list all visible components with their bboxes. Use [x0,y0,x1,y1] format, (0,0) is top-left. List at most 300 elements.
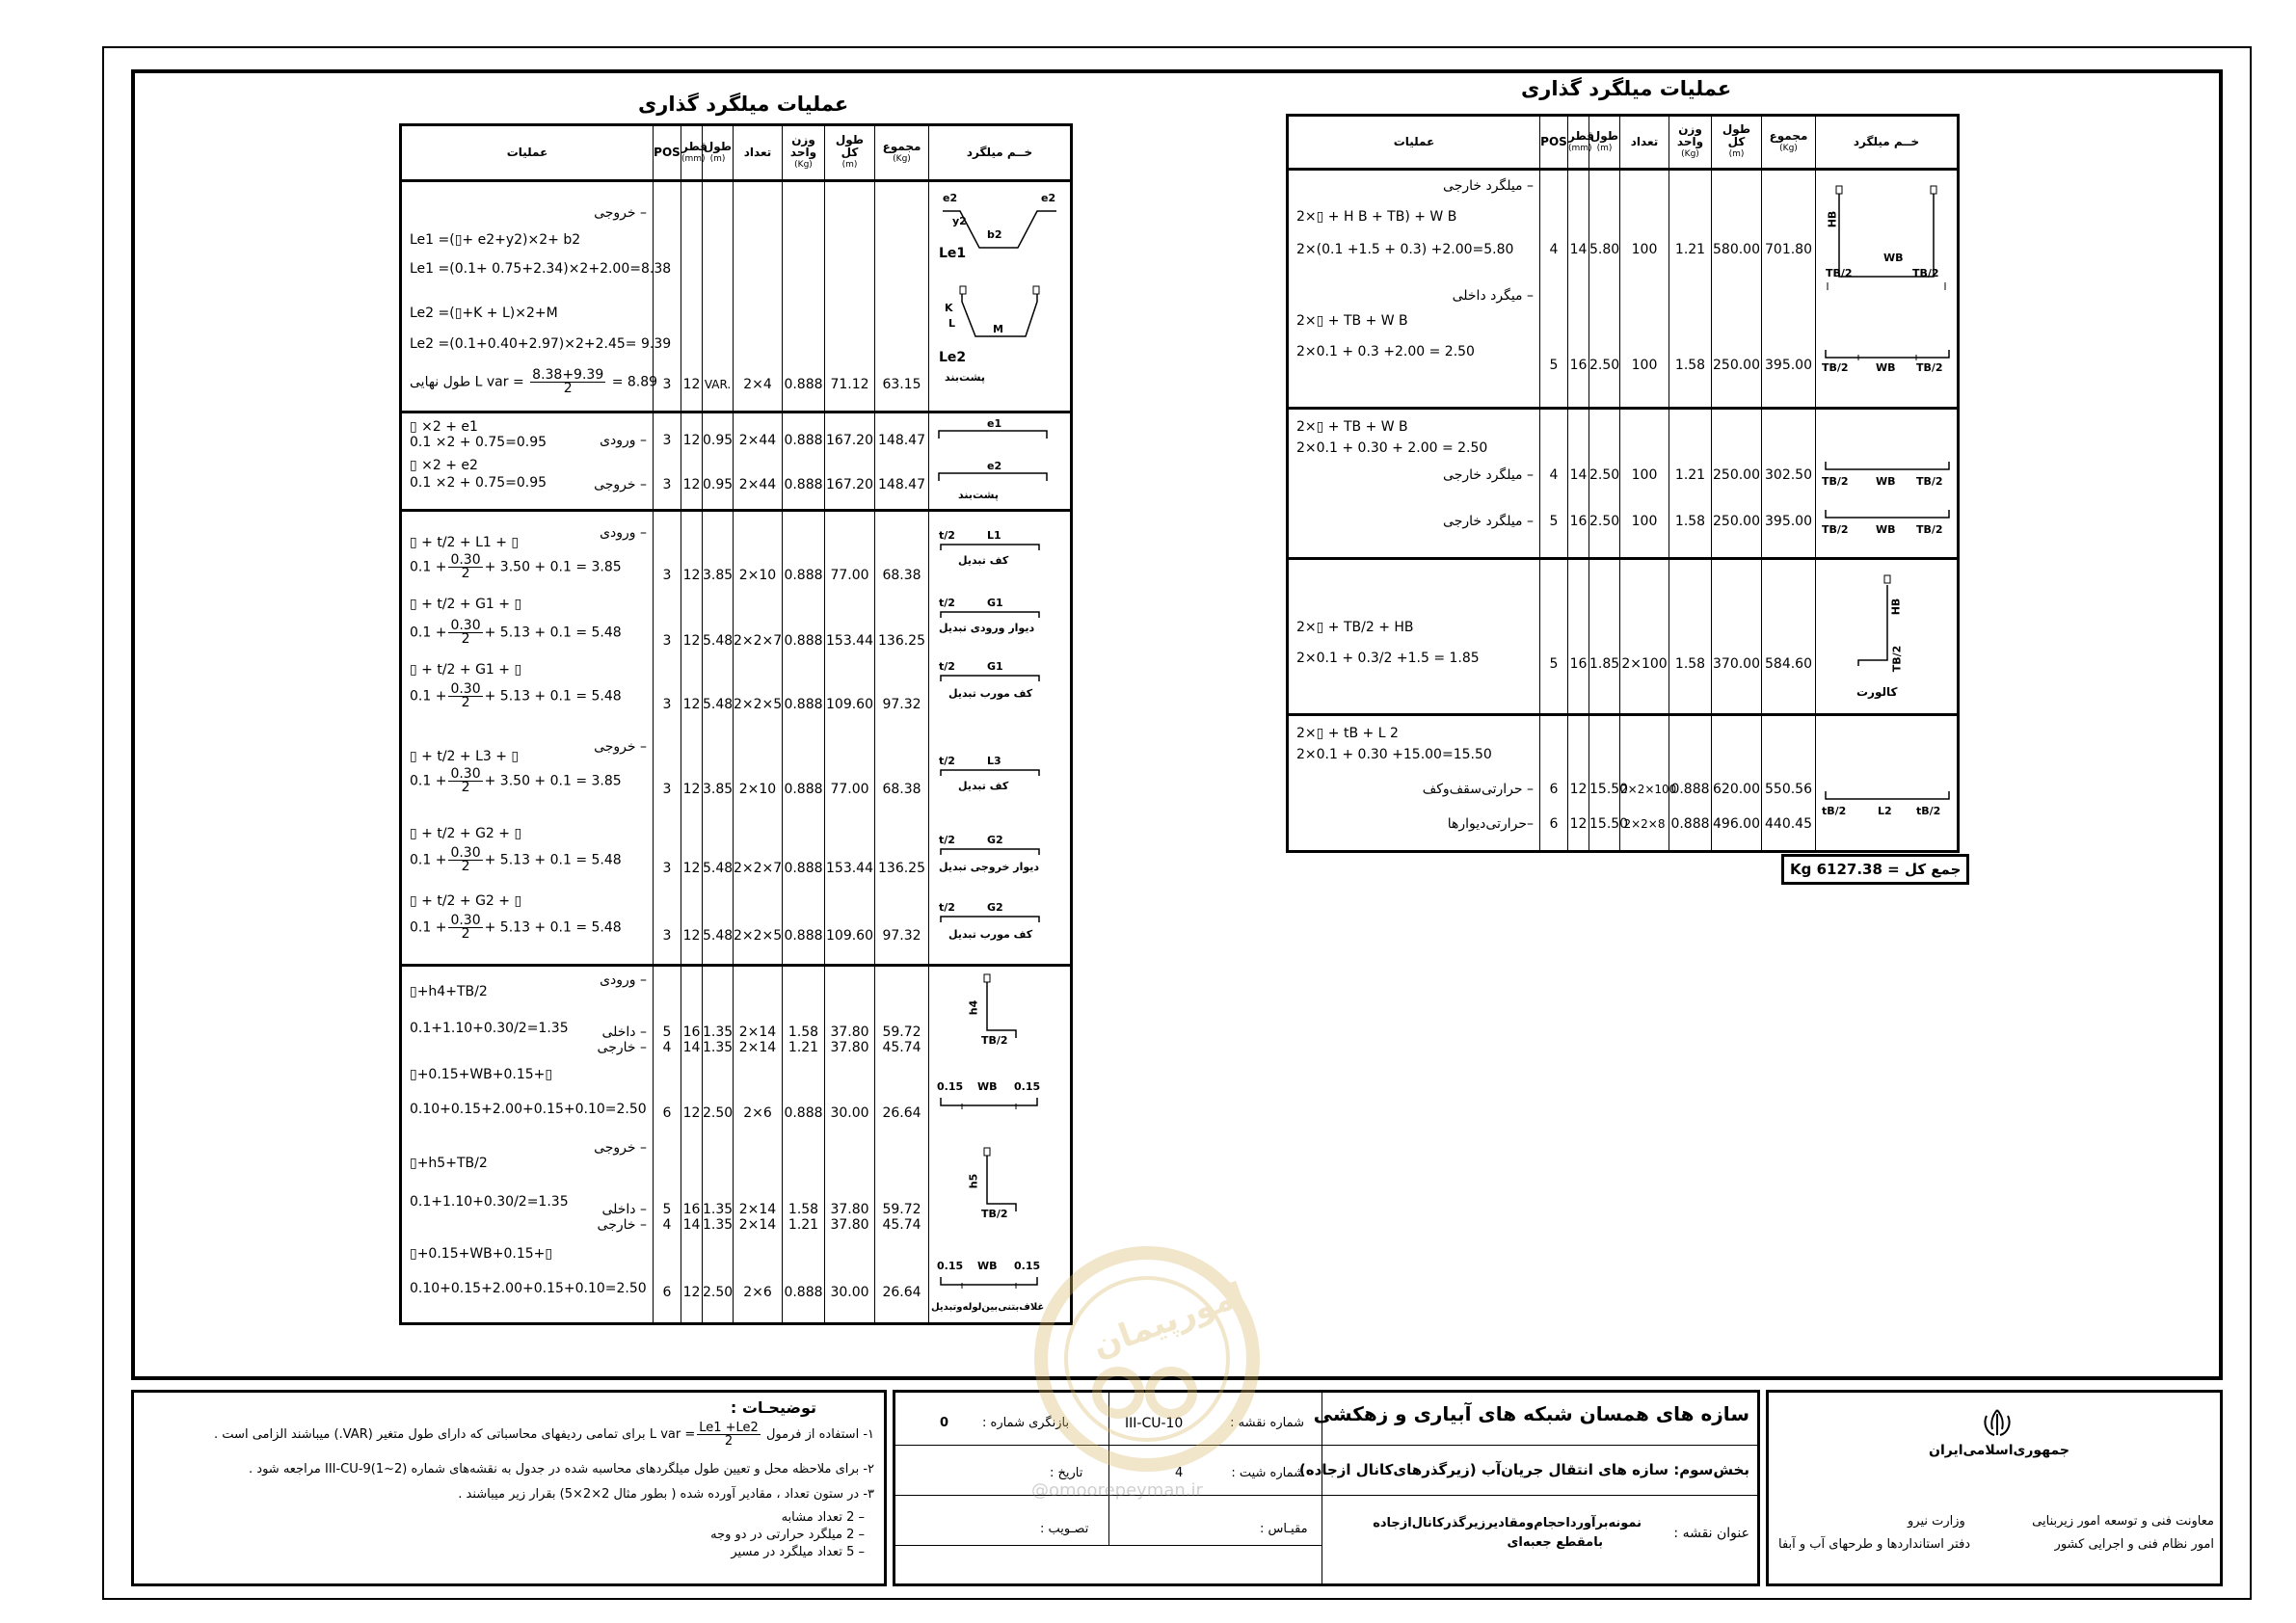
total-length-value: 109.60 [826,928,873,944]
shape-label: TB/2 [1822,361,1849,374]
shape-label: 0.15 [1014,1080,1041,1093]
sum-value: 63.15 [882,377,921,392]
count-value: 2×2×8 [1623,817,1666,831]
sum-value: 302.50 [1765,467,1812,483]
formula: 2×▯ + H B + TB) + W B [1296,209,1457,225]
formula: ▯ ×2 + e1 [410,419,478,435]
shape-label: WB [977,1260,998,1272]
formula: ▯ + t/2 + L3 + ▯ [410,749,520,764]
deputy-name: معاونت فنی و توسعه امور زیربنایی [2032,1514,2214,1529]
table-row [1288,170,1959,409]
formula [410,369,657,395]
shape-label: t/2 [939,597,955,609]
table-row [1288,409,1959,559]
pos-value: 5 [1549,358,1559,373]
len-value: 15.50 [1589,816,1629,832]
shape-label: TB/2 [1890,645,1904,673]
shape-label: tB/2 [1916,805,1941,817]
shape-caption: کف مورب تبدیل [948,928,1033,941]
col-dia: قطر (mm) [1568,116,1589,170]
table-row [401,181,1072,412]
note-3: ۳- در ستون تعداد ، مقادیر آورده شده ( بطور مثال 2×2×5) بقرار زیر میباشند . [458,1487,874,1502]
revision-label: بازنگری شماره : [982,1416,1070,1430]
shape-label: WB [1876,475,1896,488]
shape-caption: دیوار ورودی تبدیل [939,622,1035,634]
col-pos: POS [1540,116,1568,170]
map-title-line-1: نمونه‌برآورداحجام‌ومقادیرزیرگذرکانال‌ازجاده [1373,1516,1642,1530]
left-table-title: عملیات میلگرد گذاری [638,93,849,116]
rebar-shape-straight [933,608,1068,622]
note-4: – 2 تعداد مشابه [781,1510,865,1525]
formula: ▯ + t/2 + L1 + ▯ [410,535,520,550]
bureau-name: امور نظام فنی و اجرایی کشور [2054,1537,2214,1552]
unit-weight-value: 0.888 [784,697,823,712]
unit-weight-value: 0.888 [1670,782,1710,797]
count-value: 2×44 [738,477,777,492]
shape-label: WB [977,1080,998,1093]
unit-weight-value: 1.58 [1674,514,1706,529]
sum-value: 45.74 [882,1040,921,1055]
unit-weight-value: 0.888 [784,477,823,492]
shape-label: 0.15 [1014,1260,1041,1272]
pos-value: 3 [662,477,672,492]
len-value: 0.95 [703,477,734,492]
rebar-shape-straight [1820,506,1955,525]
unit-weight-value: 1.58 [1674,656,1706,672]
op-line: – خارجی [597,1217,647,1233]
col-sum: مجموع (Kg) [875,125,929,181]
shape-label: e2 [987,460,1002,472]
table-row [1288,559,1959,715]
total-length-value: 250.00 [1713,358,1760,373]
dia-value: 12 [682,861,701,876]
pos-value: 4 [1549,467,1559,483]
op-line: – ورودی [600,972,647,988]
col-total-length: طول کل (m) [825,125,875,181]
formula-part: L var = [474,374,524,390]
count-value: 2×2×7 [734,633,783,649]
office-name: دفتر استانداردها و طرحهای آب و آبفا [1778,1537,1971,1552]
op-line: – ورودی [600,433,647,448]
grand-total [1781,854,1969,885]
formula: 0.1 + $\frac{0.30}{2}$ + 5.13 + 0.1 = 5.48 [410,845,622,874]
shape-caption: کف مورب تبدیل [948,687,1033,700]
dia-value: 14 [682,1217,701,1233]
dia-value: 12 [1569,816,1588,832]
unit-weight-value: 0.888 [784,1105,823,1121]
title-block [893,1390,1760,1586]
total-length-value: 77.00 [830,568,869,583]
shape-label: h5 [967,1173,980,1189]
notes-title: توضیحـات : [730,1398,816,1417]
count-value: 2×44 [738,433,777,448]
right-table-header [1288,116,1959,170]
len-value: 1.35 [703,1202,734,1217]
right-rebar-table [1286,114,1960,853]
shape-label: TB/2 [1912,267,1939,279]
formula: ▯+h4+TB/2 [410,984,488,999]
total-length-value: 37.80 [830,1202,869,1217]
formula: 0.1 + $\frac{0.30}{2}$ + 5.13 + 0.1 = 5.48 [410,618,622,647]
shape-caption: دیوار خروجی تبدیل [939,861,1040,873]
total-length-value: 109.60 [826,697,873,712]
op-line: – میگرد داخلی [1452,288,1534,304]
table-row [401,412,1072,511]
left-rebar-table [399,123,1073,1325]
len-value: 5.48 [703,861,734,876]
shape-label: e2 [943,192,958,204]
unit-weight-value: 0.888 [1670,816,1710,832]
col-count: تعداد [734,125,783,181]
len-value: VAR. [704,378,732,391]
shape-label: TB/2 [1822,523,1849,536]
formula: ▯ ×2 + e2 [410,458,478,473]
pos-value: 6 [1549,816,1559,832]
len-value: 5.48 [703,697,734,712]
len-value: 1.35 [703,1040,734,1055]
total-length-value: 580.00 [1713,242,1760,257]
shape-label: L3 [987,755,1001,767]
denominator: 2 [563,381,573,396]
dia-value: 16 [1569,514,1588,529]
total-length-value: 167.20 [826,477,873,492]
count-value: 2×14 [738,1040,777,1055]
pos-value: 6 [1549,782,1559,797]
note-1 [214,1422,874,1448]
count-value: 2×2×100 [1620,783,1677,796]
unit-weight-value: 0.888 [784,633,823,649]
shape-label: G1 [987,660,1003,673]
sum-value: 97.32 [882,928,921,944]
len-value: 5.80 [1589,242,1620,257]
col-sum: مجموع (Kg) [1762,116,1816,170]
formula: 0.1 + $\frac{0.30}{2}$ + 3.50 + 0.1 = 3.85 [410,766,622,795]
len-value: 0.95 [703,433,734,448]
shape-label: t/2 [939,660,955,673]
pos-value: 4 [1549,242,1559,257]
op-line: – حرارتی‌سقف‌وکف [1422,782,1534,797]
unit-weight-value: 0.888 [784,861,823,876]
op-line: – خروجی [594,1140,647,1156]
count-value: 2×14 [738,1202,777,1217]
shape-label: y2 [952,215,967,227]
total-length-value: 37.80 [830,1040,869,1055]
pos-value: 5 [662,1202,672,1217]
pos-value: 4 [662,1217,672,1233]
pos-value: 5 [1549,514,1559,529]
formula-part: = 8.89 [611,374,658,390]
op-line: – ورودی [600,525,647,541]
grand-total-label: جمع کل = [1887,861,1962,878]
unit-weight-value: 1.58 [788,1024,819,1040]
note-5: – 2 میلگرد حرارتی در دو وجه [710,1528,865,1542]
shape-label: tB/2 [1822,805,1847,817]
shape-label: WB [1876,361,1896,374]
formula: ▯ + t/2 + G1 + ▯ [410,597,522,612]
count-value: 2×14 [738,1217,777,1233]
rebar-shape-straight [933,766,1068,780]
op-line: –حرارتی‌دیوارها [1447,816,1534,832]
total-length-value: 37.80 [830,1217,869,1233]
total-length-value: 153.44 [826,633,873,649]
len-value: 3.85 [703,782,734,797]
formula: Le1 =(0.1+ 0.75+2.34)×2+2.00=8.38 [410,261,672,277]
len-value: 2.50 [703,1285,734,1300]
total-length-value: 30.00 [830,1105,869,1121]
unit-weight-value: 1.58 [788,1202,819,1217]
formula: 2×0.1 + 0.3/2 +1.5 = 1.85 [1296,651,1480,666]
count-value: 2×2×5 [734,928,783,944]
rebar-shape-straight [1820,787,1955,807]
total-length-value: 30.00 [830,1285,869,1300]
count-value: 100 [1631,358,1658,373]
table-row [401,966,1072,1324]
total-length-value: 496.00 [1713,816,1760,832]
col-shape: خــم میلگرد [1816,116,1959,170]
shape-label: L2 [1878,805,1892,817]
pos-value: 3 [662,433,672,448]
len-value: 3.85 [703,568,734,583]
len-value: 1.35 [703,1024,734,1040]
pos-value: 5 [1549,656,1559,672]
grand-total-value: 6127.38 Kg [1790,861,1882,878]
sum-value: 440.45 [1765,816,1812,832]
shape-label: HB [1889,598,1903,616]
count-value: 2×6 [743,1105,772,1121]
pos-value: 3 [662,782,672,797]
map-number-label: شماره نقشه : [1230,1416,1304,1430]
sum-value: 26.64 [882,1285,921,1300]
unit-weight-value: 0.888 [784,568,823,583]
len-value: 2.50 [1589,358,1620,373]
dia-value: 12 [682,1105,701,1121]
shape-caption: پشت‌بند [945,371,985,384]
rebar-shape-straight [933,913,1068,926]
shape-label: TB/2 [1916,475,1943,488]
col-len: طول (m) [703,125,734,181]
shape-label: HB [1826,210,1839,228]
op-line: – میلگرد خارجی [1443,514,1534,529]
shape-label: M [993,323,1003,335]
formula: 0.10+0.15+2.00+0.15+0.10=2.50 [410,1281,647,1296]
sum-value: 148.47 [878,433,925,448]
formula: ▯ + t/2 + G2 + ▯ [410,893,522,909]
formula: 0.1 ×2 + 0.75=0.95 [410,475,547,491]
shape-label: Le2 [939,350,967,365]
formula: ▯+0.15+WB+0.15+▯ [410,1246,553,1262]
formula: 2×▯ + TB + W B [1296,313,1408,329]
shape-label: t/2 [939,834,955,846]
shape-label: t/2 [939,529,955,542]
dia-value: 12 [682,568,701,583]
total-length-value: 620.00 [1713,782,1760,797]
pos-value: 3 [662,861,672,876]
op-line: – خارجی [597,1040,647,1055]
op-line: – خروجی [594,739,647,755]
sum-value: 584.60 [1765,656,1812,672]
dia-value: 14 [1569,242,1588,257]
scale-label: مقیـاس : [1260,1522,1308,1536]
note-text: برای تمامی ردیفهای محاسباتی که دارای طول متغیر (VAR.) میباشند الزامی است . [214,1427,646,1442]
count-value: 100 [1631,242,1658,257]
rebar-shape-straight [933,672,1068,685]
note-6: – 5 تعداد میلگرد در مسیر [731,1545,865,1559]
shape-label: h4 [967,999,980,1016]
shape-caption: کف تبدیل [958,554,1009,567]
shape-label: e1 [987,417,1002,430]
rebar-shape-l [1820,572,1955,678]
sum-value: 701.80 [1765,242,1812,257]
col-total-length: طول کل (m) [1712,116,1762,170]
count-value: 2×14 [738,1024,777,1040]
dia-value: 14 [1569,467,1588,483]
formula: ▯ + t/2 + G1 + ▯ [410,662,522,678]
sum-value: 59.72 [882,1024,921,1040]
unit-weight-value: 1.58 [1674,358,1706,373]
col-ops: عملیات [1288,116,1540,170]
note-2: ۲- برای ملاحظه محل و تعیین طول میلگردهای محاسبه شده در جدول به نقشه‌های شماره (2~1)III-CU-9 مراجعه شود . [249,1462,874,1477]
formula: ▯+h5+TB/2 [410,1156,488,1171]
len-value: 15.50 [1589,782,1629,797]
dia-value: 12 [682,633,701,649]
formula: Le1 =(▯+ e2+y2)×2+ b2 [410,232,581,248]
dia-value: 12 [682,477,701,492]
pos-value: 3 [662,377,672,392]
dia-value: 16 [1569,358,1588,373]
len-value: 2.50 [1589,467,1620,483]
fraction [530,369,605,395]
unit-weight-value: 0.888 [784,377,823,392]
col-pos: POS [654,125,681,181]
count-value: 2×4 [743,377,772,392]
shape-label: 0.15 [937,1260,964,1272]
sum-value: 136.25 [878,861,925,876]
pos-value: 6 [662,1285,672,1300]
formula: 0.10+0.15+2.00+0.15+0.10=2.50 [410,1102,647,1117]
count-value: 2×2×5 [734,697,783,712]
total-length-value: 370.00 [1713,656,1760,672]
country-name: جمهوری‌اسلامی‌ایران [1929,1443,2069,1458]
unit-weight-value: 1.21 [788,1040,819,1055]
count-value: 2×2×7 [734,861,783,876]
sum-value: 68.38 [882,782,921,797]
col-dia: قطر (mm) [681,125,703,181]
notes-block [131,1390,887,1586]
col-unit-weight: وزن واحد (Kg) [1669,116,1712,170]
dia-value: 14 [682,1040,701,1055]
section-title: بخش‌سوم: سازه های انتقال جریان‌آب (زیرگذرهای‌کانال ازجاده) [1298,1461,1749,1478]
len-value: 5.48 [703,633,734,649]
op-line: – داخلی [601,1202,647,1217]
formula: ▯ + t/2 + G2 + ▯ [410,826,522,841]
shape-label: WB [1883,252,1904,264]
shape-caption: کالورت [1856,685,1898,699]
sheet-number: 4 [1175,1466,1184,1480]
dia-value: 12 [682,1285,701,1300]
dia-value: 12 [682,433,701,448]
col-shape: خــم میلگرد [929,125,1072,181]
len-value: 1.35 [703,1217,734,1233]
formula: 0.1+1.10+0.30/2=1.35 [410,1021,569,1036]
dia-value: 12 [682,377,701,392]
shape-caption: پشت‌بند [958,489,999,501]
formula: 0.1 + $\frac{0.30}{2}$ + 5.13 + 0.1 = 5.48 [410,913,622,942]
rebar-shape-straight [1820,458,1955,477]
ministry-name: وزارت نیرو [1908,1514,1965,1529]
sum-value: 395.00 [1765,358,1812,373]
op-line: – خروجی [594,205,647,221]
pos-value: 4 [662,1040,672,1055]
unit-weight-value: 0.888 [784,1285,823,1300]
count-value: 2×10 [738,782,777,797]
numerator: 8.38+9.39 [532,367,604,383]
shape-label: WB [1876,523,1896,536]
date-label: تاریخ : [1050,1466,1083,1480]
col-unit-weight: وزن واحد (Kg) [783,125,825,181]
col-count: تعداد [1620,116,1669,170]
count-value: 2×6 [743,1285,772,1300]
watermark-site: @omoorepeyman.ir [1031,1480,1203,1501]
sheet-label: شماره شیت : [1231,1466,1304,1480]
rebar-shape-straight [933,541,1068,554]
rebar-shape-bent [933,282,1068,350]
total-length-value: 250.00 [1713,467,1760,483]
total-length-value: 37.80 [830,1024,869,1040]
note-text: ۱- استفاده از فرمول [765,1427,874,1442]
pos-value: 5 [662,1024,672,1040]
unit-weight-value: 0.888 [784,782,823,797]
shape-label: Le1 [939,246,967,261]
op-line: – میلگرد خارجی [1443,178,1534,194]
unit-weight-value: 1.21 [788,1217,819,1233]
shape-label: G2 [987,834,1003,846]
pos-value: 3 [662,568,672,583]
op-line: – میلگرد خارجی [1443,467,1534,483]
len-value: 1.85 [1589,656,1620,672]
col-len: طول (m) [1589,116,1620,170]
shape-label: TB/2 [1822,475,1849,488]
pos-value: 3 [662,633,672,649]
rebar-shape-straight [933,1273,1068,1296]
sum-value: 68.38 [882,568,921,583]
sum-value: 97.32 [882,697,921,712]
map-number: III-CU-10 [1125,1416,1184,1431]
formula: 2×▯ + tB + L 2 [1296,726,1399,741]
formula: 2×(0.1 +1.5 + 0.3) +2.00=5.80 [1296,242,1514,257]
shape-label: t/2 [939,901,955,914]
unit-weight-value: 1.21 [1674,242,1706,257]
pos-value: 3 [662,697,672,712]
map-title-label: عنوان نقشه : [1673,1526,1749,1541]
sum-value: 45.74 [882,1217,921,1233]
pos-value: 6 [662,1105,672,1121]
op-line: – خروجی [594,477,647,492]
sum-value: 395.00 [1765,514,1812,529]
dia-value: 16 [682,1024,701,1040]
total-length-value: 153.44 [826,861,873,876]
dia-value: 16 [1569,656,1588,672]
project-title: سازه های همسان شبکه های آبیاری و زهکشی [1313,1402,1749,1425]
formula: Le2 =(0.1+0.40+2.97)×2+2.45= 9.39 [410,336,672,352]
total-length-value: 71.12 [830,377,869,392]
len-value: 5.48 [703,928,734,944]
count-value: 100 [1631,467,1658,483]
revision-number: 0 [940,1416,949,1430]
shape-label: TB/2 [981,1208,1008,1220]
rebar-shape-straight [933,1094,1068,1117]
shape-label: 0.15 [937,1080,964,1093]
shape-label: b2 [987,228,1002,241]
